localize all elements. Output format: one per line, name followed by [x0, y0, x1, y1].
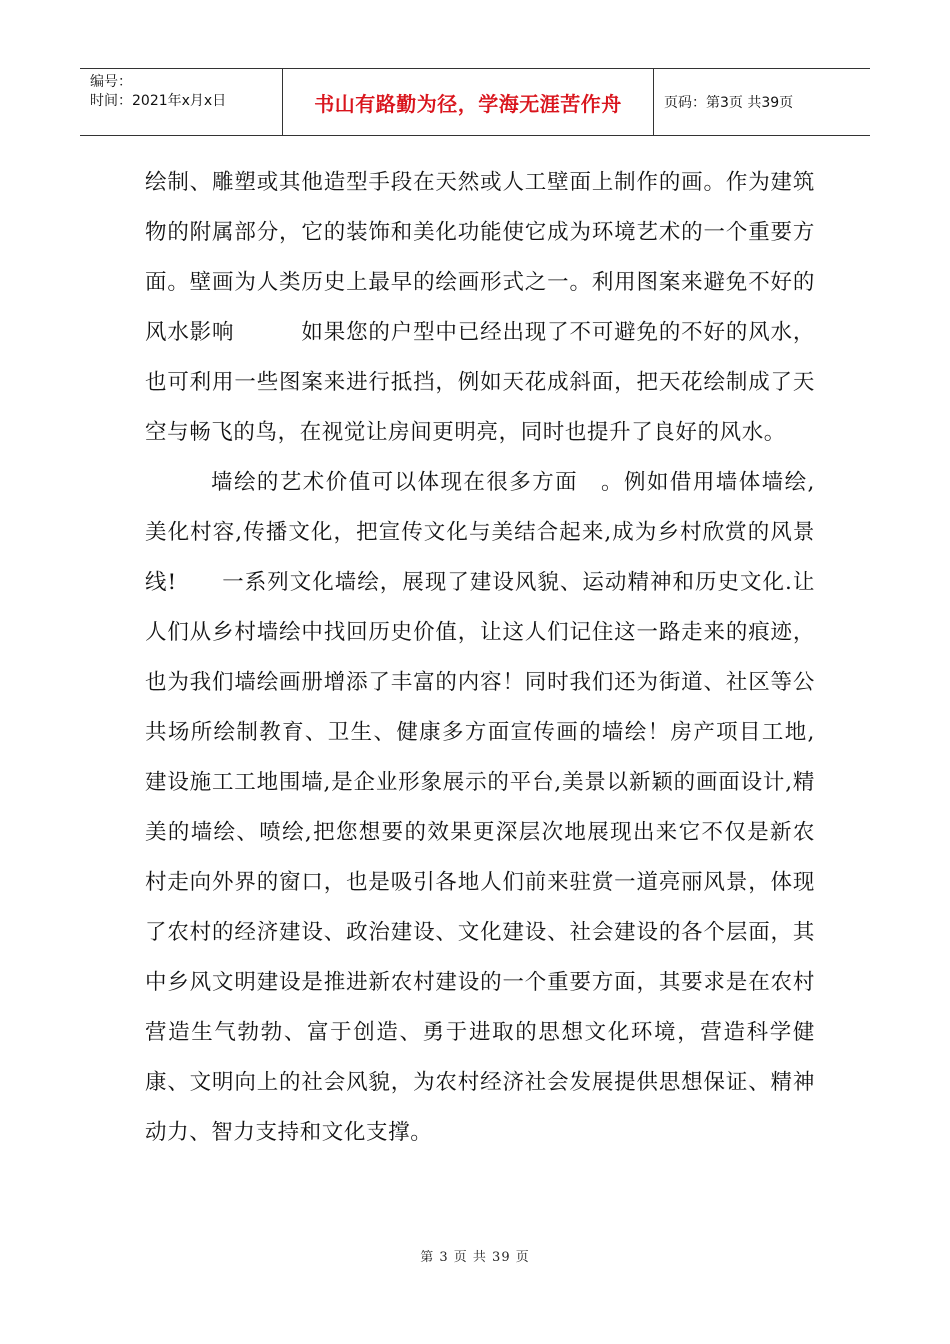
- body-paragraph: 墙绘的艺术价值可以体现在很多方面 。例如借用墙体墙绘,美化村容,传播文化，把宣传文化与美结合起来,成为乡村欣赏的风景线! 一系列文化墙绘，展现了建设风貌、运动精神和历史文化.让人们从乡村墙绘中找回历史价值，让这人们记住这一路走来的痕迹，也为我们墙绘画册增添了丰富的内容！同时我们还为街道、社区等公共场所绘制教育、卫生、健康多方面宣传画的墙绘！房产项目工地,建设施工工地围墙,是企业形象展示的平台,美景以新颖的画面设计,精美的墙绘、喷绘,把您想要的效果更深层次地展现出来它不仅是新农村走向外界的窗口，也是吸引各地人们前来驻赏一道亮丽风景，体现了农村的经济建设、政治建设、文化建设、社会建设的各个层面，其中乡风文明建设是推进新农村建设的一个重要方面，其要求是在农村营造生气勃勃、富于创造、勇于进取的思想文化环境，营造科学健康、文明向上的社会风貌，为农村经济社会发展提供思想保证、精神动力、智力支持和文化支撑。: [145, 470, 815, 1145]
- page-footer: 第 3 页 共 39 页: [420, 1250, 530, 1265]
- header-page-code: 页码：第3页 共39页: [664, 95, 794, 111]
- document-date-label: 时间：2021年x月x日: [90, 93, 227, 109]
- document-number-label: 编号：: [90, 74, 132, 90]
- page-header: [80, 68, 870, 136]
- body-paragraph: 绘制、雕塑或其他造型手段在天然或人工壁面上制作的画。作为建筑物的附属部分，它的装饰和美化功能使它成为环境艺术的一个重要方面。壁画为人类历史上最早的绘画形式之一。利用图案来避免不好的风水影响 如果您的户型中已经出现了不可避免的不好的风水，也可利用一些图案来进行抵挡，例如天花成斜面，把天花绘制成了天空与畅飞的鸟，在视觉让房间更明亮，同时也提升了良好的风水。: [145, 170, 815, 445]
- header-meta: [80, 69, 283, 135]
- header-motto: 书山有路勤为径，学海无涯苦作舟: [283, 69, 654, 135]
- document-body: [145, 158, 815, 1158]
